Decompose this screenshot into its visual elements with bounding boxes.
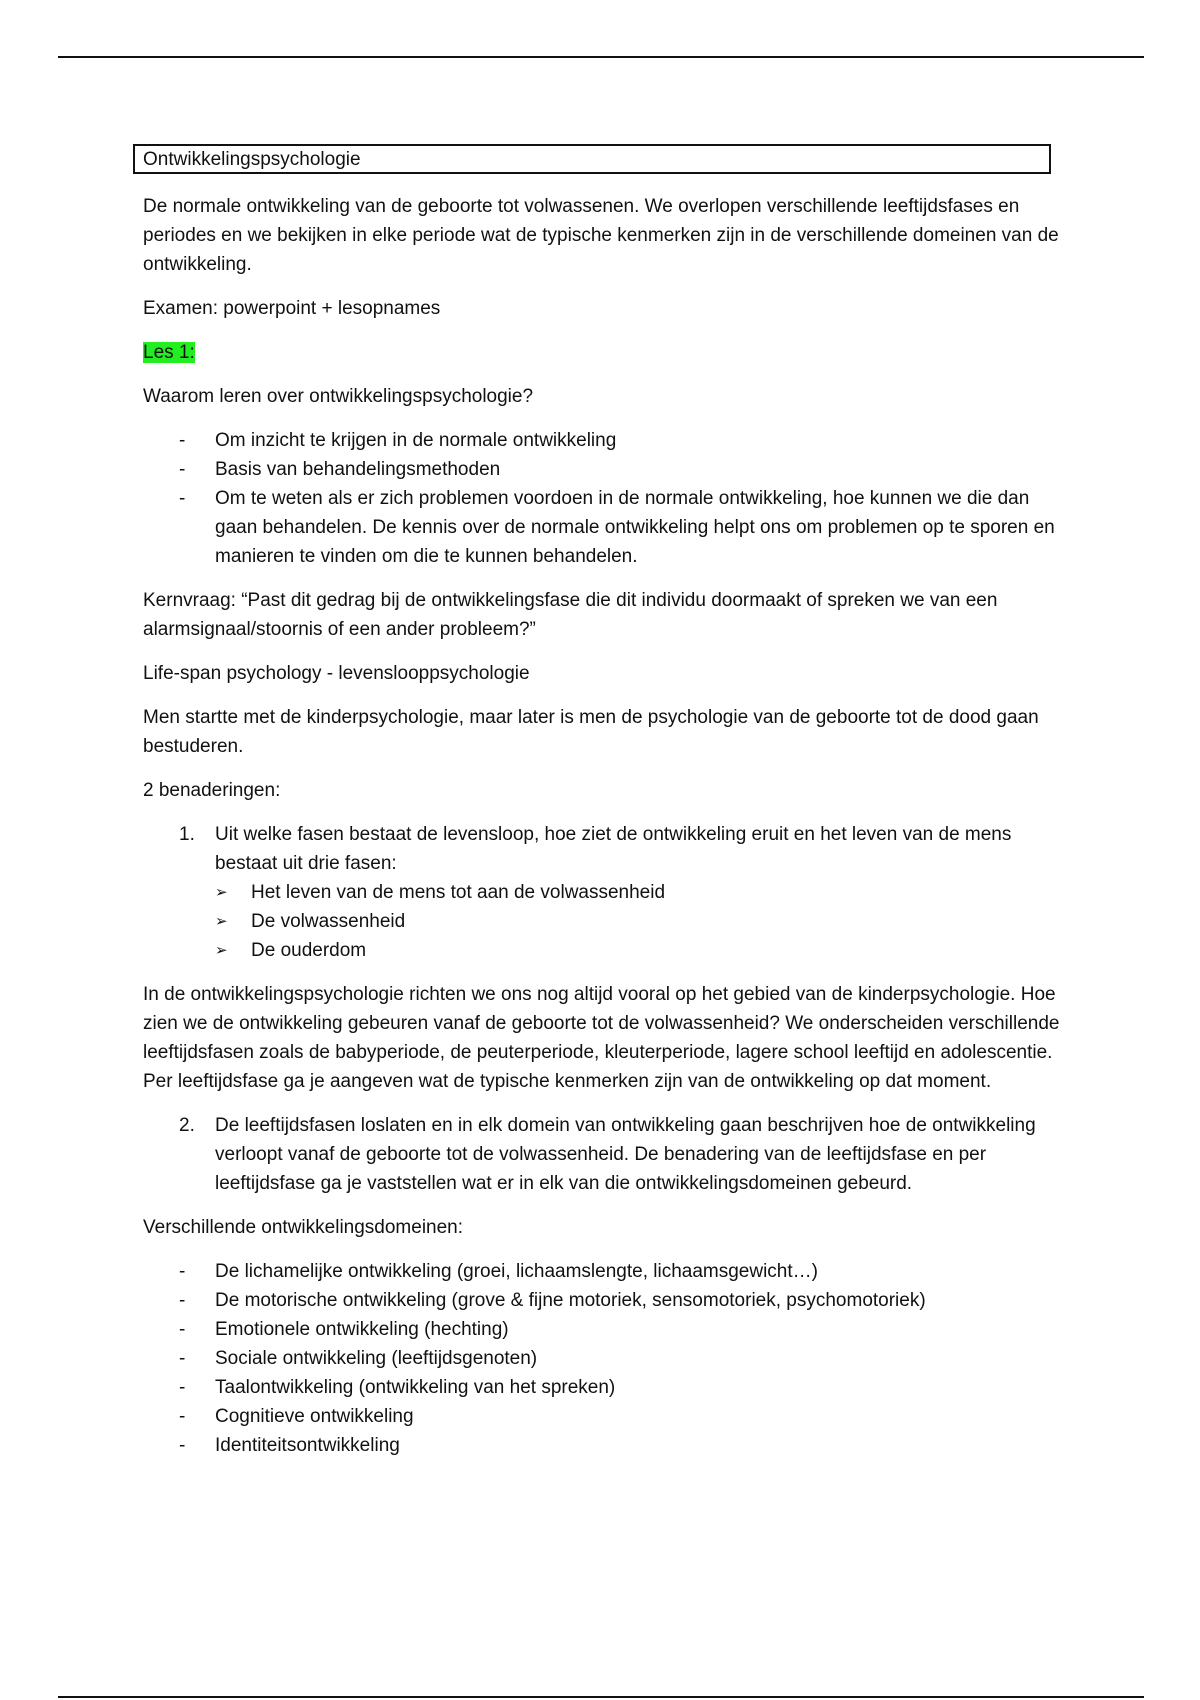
arrow-bullet-icon: ➢ (215, 884, 228, 901)
approach-list-2 (143, 1111, 1063, 1198)
list-item: - Om te weten als er zich problemen voordoen in de normale ontwikkeling, hoe kunnen we die dan gaan behandelen. De kennis over de normale ontwikkeling helpt ons om problemen op te sporen en manieren te vinden om die te kunnen behandelen. (143, 484, 1063, 571)
approach-list-1 (143, 820, 1063, 965)
document-title: Ontwikkelingspsychologie (133, 144, 1051, 174)
phase-list (215, 878, 1063, 965)
list-item: - Taalontwikkeling (ontwikkeling van het spreken) (143, 1373, 1063, 1402)
list-item: - Om inzicht te krijgen in de normale ontwikkeling (143, 426, 1063, 455)
list-item: - De lichamelijke ontwikkeling (groei, lichaamslengte, lichaamsgewicht…) (143, 1257, 1063, 1286)
list-item (215, 878, 1063, 907)
list-number: 2. (179, 1115, 195, 1136)
domains-list (143, 1257, 1063, 1460)
header-rule (58, 56, 1144, 58)
why-question: Waarom leren over ontwikkelingspsychologie? (143, 386, 534, 407)
list-item (215, 936, 1063, 965)
lesson-highlight: Les 1: (143, 342, 195, 363)
approaches-heading: 2 benaderingen: (143, 780, 281, 801)
arrow-bullet-icon: ➢ (215, 942, 228, 959)
domains-heading: Verschillende ontwikkelingsdomeinen: (143, 1217, 464, 1238)
list-item: - Sociale ontwikkeling (leeftijdsgenoten) (143, 1344, 1063, 1373)
list-item: - Identiteitsontwikkeling (143, 1431, 1063, 1460)
footer-rule (58, 1696, 1144, 1698)
list-item: - Emotionele ontwikkeling (hechting) (143, 1315, 1063, 1344)
list-item: - Cognitieve ontwikkeling (143, 1402, 1063, 1431)
phase-text: De volwassenheid (251, 911, 406, 932)
core-question: Kernvraag: “Past dit gedrag bij de ontwikkelingsfase die dit individu doormaakt of spreken we van een alarmsignaal/stoornis of een ander probleem?” (143, 590, 998, 640)
intro-paragraph: De normale ontwikkeling van de geboorte tot volwassenen. We overlopen verschillende leeftijdsfases en periodes en we bekijken in elke periode wat de typische kenmerken zijn in de verschillende domeinen van de ontwikkeling. (143, 196, 1059, 275)
why-list (143, 426, 1063, 571)
list-item: - De motorische ontwikkeling (grove & fijne motoriek, sensomotoriek, psychomotoriek) (143, 1286, 1063, 1315)
list-item: - Basis van behandelingsmethoden (143, 455, 1063, 484)
list-item (215, 907, 1063, 936)
approach-text: Uit welke fasen bestaat de levensloop, hoe ziet de ontwikkeling eruit en het leven van de mens bestaat uit drie fasen: (215, 824, 1012, 874)
phase-text: Het leven van de mens tot aan de volwassenheid (251, 882, 666, 903)
child-psych-paragraph: In de ontwikkelingspsychologie richten we ons nog altijd vooral op het gebied van de kinderpsychologie. Hoe zien we de ontwikkeling gebeuren vanaf de geboorte tot de volwassenheid? We onderscheiden verschillende leeftijdsfasen zoals de babyperiode, de peuterperiode, kleuterperiode, lagere school leeftijd en adolescentie. Per leeftijdsfase ga je aangeven wat de typische kenmerken zijn van de ontwikkeling op dat moment. (143, 984, 1060, 1092)
approach-item-2 (143, 1111, 1063, 1198)
phase-text: De ouderdom (251, 940, 367, 961)
approach-item-1 (143, 820, 1063, 965)
exam-note: Examen: powerpoint + lesopnames (143, 298, 441, 319)
history-paragraph: Men startte met de kinderpsychologie, maar later is men de psychologie van de geboorte tot de dood gaan bestuderen. (143, 707, 1039, 757)
arrow-bullet-icon: ➢ (215, 913, 228, 930)
list-number: 1. (179, 824, 195, 845)
lifespan-line: Life-span psychology - levenslooppsychologie (143, 663, 530, 684)
approach-text: De leeftijdsfasen loslaten en in elk domein van ontwikkeling gaan beschrijven hoe de ontwikkeling verloopt vanaf de geboorte tot de volwassenheid. De benadering van de leeftijdsfase en per leeftijdsfase ga je vaststellen wat er in elk van die ontwikkelingsdomeinen gebeurd. (215, 1115, 1036, 1194)
document-body (143, 144, 1063, 1475)
lesson-heading (143, 338, 1063, 367)
